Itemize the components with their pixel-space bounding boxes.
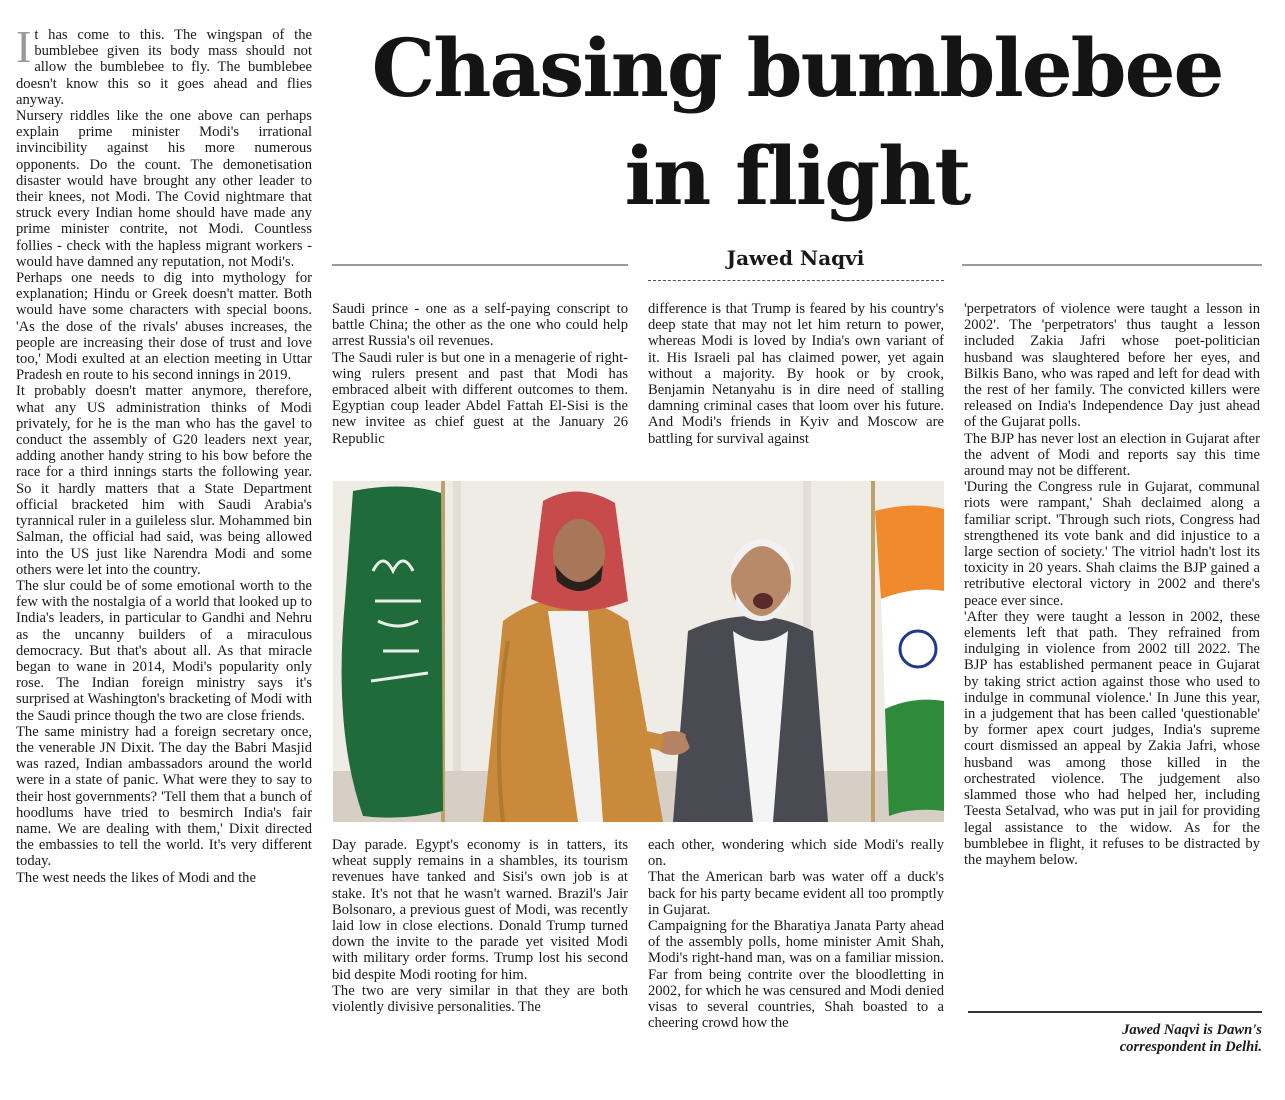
byline-rule-left <box>332 264 628 266</box>
col1-para-6: The same ministry had a foreign secretary once, the venerable JN Dixit. The day the Babri Masjid was razed, Indian ambassadors around the world were in a state of panic. What were they to say to their host governments? 'Tell them that a bunch of hoodlums have tried to besmirch India's fair name. We are dealing with them,' Dixit directed the embassies to tell the world. It's very different today. <box>16 723 312 870</box>
col1-para-3: Perhaps one needs to dig into mythology for explanation; Hindu or Greek doesn't matter. Both would have some characters with special boons. 'As the dose of the rivals' abuses increases, the people are increasing their dose of trust and love too,' Modi exulted at an election meeting in Uttar Pradesh en route to his second innings in 2019. <box>16 270 312 384</box>
article-column-4 <box>964 301 1260 868</box>
byline-dashed-divider <box>648 280 944 281</box>
col1-para-4: It probably doesn't matter anymore, therefore, what any US administration thinks of Modi privately, for he is the man who has the gavel to conduct the assembly of G20 leaders next year, adding another handy string to his bow before the race for a third innings starts the following year. So it hardly matters that a State Department official bracketed him with Saudi Arabia's tyrannical ruler in a guileless slur. Mohammed bin Salman, the official had said, was being allowed into the US just like Narendra Modi and some others were let into the country. <box>16 383 312 578</box>
author-credit-line-1: Jawed Naqvi is Dawn's <box>1122 1022 1262 1038</box>
col1-para-2: Nursery riddles like the one above can perhaps explain prime minister Modi's irrational invincibility against his more numerous opponents. Do the count. The demonetisation disaster would have brought any other leader to their knees, not Modi. The Covid nightmare that struck every Indian home should have made any prime minister contrite, not Modi. Countless follies - check with the hapless migrant workers - would have damned any reputation, not Modi's. <box>16 108 312 270</box>
article-column-3-bottom <box>648 837 944 1031</box>
headline <box>332 14 1262 230</box>
news-photo <box>333 481 944 822</box>
col4-para-4: 'After they were taught a lesson in 2002, these elements left that path. They refrained from indulging in violence from 2002 till 2022. The BJP has established permanent peace in Gujarat by taking strict action against those who used to indulge in communal violence.' In June this year, in a judgement that has been called 'questionable' by former apex court judges, India's supreme court dismissed an appeal by Zakia Jafri, whose husband was among those killed in the orchestrated violence. The judgement also slammed those who had helped her, including Teesta Setalvad, who was put in jail for providing legal assistance to the widow. As for the bumblebee in flight, it refuses to be distracted by the mayhem below. <box>964 608 1260 868</box>
col3-bottom-para-2: That the American barb was water off a duck's back for his party became evident all too promptly in Gujarat. <box>648 869 944 918</box>
col2-bottom-para-1: Day parade. Egypt's economy is in tatters, its wheat supply remains in a shambles, its tourism revenues have tanked and Sisi's own job is at stake. It's not that he wasn't warned. Brazil's Jair Bolsonaro, a previous guest of Modi, was recently laid low in close elections. Donald Trump turned down the invite to the parade yet visited Modi with military order forms. Trump lost his second bid despite Modi rooting for him. <box>332 837 628 983</box>
col2-bottom-para-2: The two are very similar in that they are both violently divisive personalities. The <box>332 982 628 1016</box>
col2-top-para-2: The Saudi ruler is but one in a menagerie of right-wing rulers present and past that Modi has embraced albeit with different outcomes to them. Egyptian coup leader Abdel Fattah El-Sisi is the new invitee as chief guest at the January 26 Republic <box>332 349 628 447</box>
headline-line-1: Chasing bumblebee <box>371 21 1223 115</box>
col3-bottom-para-1: each other, wondering which side Modi's really on. <box>648 837 944 870</box>
article-column-2-top <box>332 301 628 447</box>
byline: Jawed Naqvi <box>726 246 865 270</box>
col2-top-para-1: Saudi prince - one as a self-paying conscript to battle China; the other as the one who could help arrest Russia's oil revenues. <box>332 301 628 350</box>
article-column-3-top <box>648 301 944 447</box>
col4-para-2: The BJP has never lost an election in Gujarat after the advent of Modi and reports say this time around may not be different. <box>964 430 1260 480</box>
saudi-flag-icon <box>342 481 443 822</box>
drop-cap: I <box>16 21 32 72</box>
col3-top-para-1: difference is that Trump is feared by his country's deep state that may not let him return to power, whereas Modi is loved by India's own variant of it. His Israeli pal has claimed power, yet again without a majority. By hook or by crook, Benjamin Netanyahu is in dire need of stalling damning criminal cases that loom over his future. And Modi's friends in Kyiv and Moscow are battling for survival against <box>648 301 944 447</box>
article-column-2-bottom <box>332 837 628 1015</box>
col4-para-1: 'perpetrators of violence were taught a lesson in 2002'. The 'perpetrators' thus taught a lesson included Zakia Jafri whose poet-politician husband was slaughtered before her eyes, and Bilkis Bano, who was raped and left for dead with the rest of her family. The convicted killers were released on India's Independence Day just ahead of the Gujarat polls. <box>964 301 1260 431</box>
col3-bottom-para-3: Campaigning for the Bharatiya Janata Party ahead of the assembly polls, home minister Amit Shah, Modi's right-hand man, was on a familiar mission. Far from being contrite over the bloodletting in 2002, for which he was censured and Modi denied visas to several countries, Shah boasted to a cheering crowd how the <box>648 918 944 1032</box>
byline-rule-right <box>962 264 1262 266</box>
author-credit <box>968 1022 1262 1056</box>
author-credit-rule <box>968 1011 1262 1013</box>
col1-para-1: t has come to this. The wingspan of the bumblebee given its body mass should not allow the bumblebee to fly. The bumblebee doesn't know this so it goes ahead and flies anyway. <box>16 27 312 108</box>
col1-para-5: The slur could be of some emotional worth to the few with the nostalgia of a world that looked up to India's leaders, in particular to Gandhi and Nehru as the uncanny builders of a miraculous democracy. But that's about all. As that miracle began to wane in 2014, Modi's popularity only rose. The Indian foreign ministry says it's surprised at Washington's bracketing of Modi with the Saudi prince though the two are close friends. <box>16 577 312 724</box>
col1-para-7: The west needs the likes of Modi and the <box>16 869 256 886</box>
headline-line-2: in flight <box>624 129 970 223</box>
article-column-1 <box>16 21 312 886</box>
photo-illustration <box>333 481 944 822</box>
author-credit-line-2: correspondent in Delhi. <box>1119 1039 1262 1055</box>
col4-para-3: 'During the Congress rule in Gujarat, communal riots were rampant,' Shah declaimed along a familiar script. 'Through such riots, Congress had strengthened its vote bank and did injustice to a large section of society.' The vitriol hadn't lost its toxicity in 20 years. Shah claims the BJP gained a retributive electoral victory in 2002 and there's peace ever since. <box>964 479 1260 609</box>
